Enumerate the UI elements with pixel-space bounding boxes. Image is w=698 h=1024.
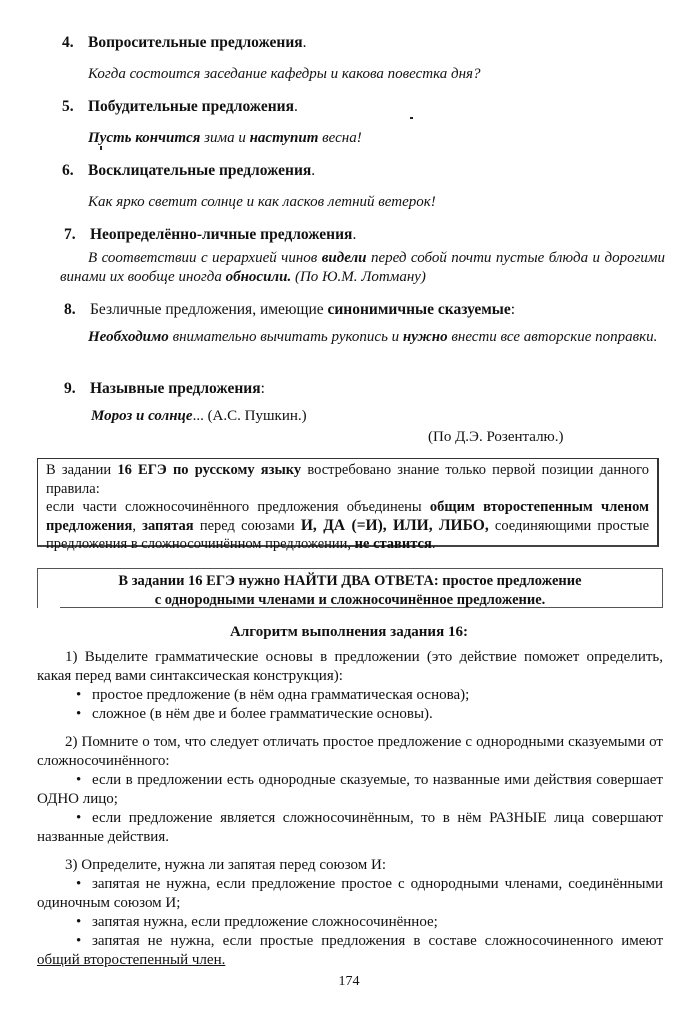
example-text: В соответствии с иерархией чинов: [88, 250, 322, 266]
bold-predicate: видели: [321, 250, 367, 266]
example-text: весна!: [318, 130, 362, 146]
bullet-icon: •: [76, 933, 82, 949]
section-number: 7.: [64, 226, 76, 243]
rule-text: востребовано знание только первой позиции данного правила:: [46, 462, 649, 497]
punct: .: [311, 162, 316, 179]
scan-speck: [100, 146, 102, 150]
step-2-bullet-2: [37, 809, 663, 847]
punct: :: [510, 301, 516, 318]
section-5-example: [88, 129, 362, 148]
rule-text-bold: общим второстепенным членом предложения: [46, 499, 649, 534]
bold-predicate: Необходимо: [88, 329, 169, 345]
step-1-bullet-2: [76, 705, 433, 724]
algorithm-step-1: 1) Выделите грамматические основы в предложении (это действие поможет определить, какая перед вами синтаксическая конструкция):: [37, 649, 663, 684]
section-title: Восклицательные предложения: [88, 162, 312, 179]
bullet-icon: •: [76, 772, 82, 788]
punct: :: [260, 380, 265, 397]
rosenthal-source: (По Д.Э. Розенталю.): [428, 429, 564, 445]
algorithm-step-3: 3) Определите, нужна ли запятая перед союзом И:: [65, 857, 387, 873]
section-6-example: Как ярко светит солнце и как ласков летний ветерок!: [88, 194, 436, 210]
scan-speck: [410, 117, 413, 119]
bold-predicate: нужно: [402, 329, 448, 345]
section-5-heading: [62, 97, 298, 116]
bullet-icon: •: [76, 706, 82, 722]
underlined-text: общий второстепенный член.: [37, 952, 226, 968]
section-number: 6.: [62, 162, 74, 179]
bullet-text: если предложение является сложносочинённым, то в нём РАЗНЫЕ лица совершают названные действия.: [37, 810, 663, 845]
rule-text: соединяющими простые предложения в сложносочинённом предложении,: [46, 517, 650, 552]
punct: .: [302, 34, 307, 51]
section-number: 9.: [64, 380, 76, 397]
rule-text-bold: запятая: [142, 517, 194, 534]
section-title-bold: синонимичные сказуемые: [327, 301, 511, 318]
section-4-example: Когда состоится заседание кафедры и какова повестка дня?: [88, 66, 481, 82]
section-8-heading: [64, 300, 515, 319]
section-title: Неопределённо-личные предложения: [90, 226, 353, 243]
section-number: 5.: [62, 98, 74, 115]
task-box-bottom-border: [60, 607, 663, 608]
algorithm-title: Алгоритм выполнения задания 16:: [230, 624, 468, 640]
section-number: 8.: [64, 301, 76, 318]
section-title: Назывные предложения: [90, 380, 261, 397]
step-1-bullet-1: [76, 686, 469, 705]
rule-text: если части сложносочинённого предложения объединены: [46, 499, 430, 515]
example-text: зима и: [200, 130, 250, 146]
section-number: 4.: [62, 34, 74, 51]
example-text: внимательно вычитать рукопись и: [168, 329, 403, 345]
algorithm-step-2: 2) Помните о том, что следует отличать простое предложение с однородными сказуемыми от сложносочинённого:: [37, 734, 663, 769]
section-7-example: [60, 249, 665, 287]
section-4-heading: [62, 33, 307, 52]
section-6-heading: [62, 161, 315, 180]
bold-predicate: обносили.: [225, 269, 292, 285]
section-title: Вопросительные предложения: [88, 34, 303, 51]
rule-text: перед союзами: [193, 517, 301, 534]
rule-text: В задании: [46, 462, 118, 478]
bold-example: Мороз и солнце: [91, 408, 193, 424]
section-9-heading: [64, 379, 265, 398]
bold-predicate: Пусть кончится: [88, 130, 201, 146]
source-citation: (По Ю.М. Лотману): [291, 269, 426, 285]
example-text: внести все авторские поправки.: [447, 329, 658, 345]
bold-predicate: наступит: [249, 130, 319, 146]
task-box: [37, 568, 663, 608]
punct: .: [293, 98, 298, 115]
section-9-example: [91, 407, 307, 426]
source-citation: ... (А.С. Пушкин.): [192, 408, 307, 424]
task-line-2: с однородными членами и сложносочинённое предложение.: [154, 591, 546, 608]
bullet-text: запятая не нужна, если предложение простое с однородными членами, соединёнными одиночным союзом И;: [37, 876, 663, 911]
step-3-bullet-1: [37, 875, 663, 913]
bullet-text: запятая нужна, если предложение сложносочинённое;: [92, 914, 438, 930]
rule-text-bold: не ставится: [354, 536, 432, 552]
bullet-icon: •: [76, 687, 82, 703]
bullet-icon: •: [76, 810, 82, 826]
punct: .: [352, 226, 357, 243]
task-line-1: В задании 16 ЕГЭ нужно НАЙТИ ДВА ОТВЕТА: простое предложение: [118, 573, 582, 589]
rule-text: ,: [132, 517, 143, 534]
step-3-bullet-3: [37, 932, 663, 970]
section-title: Безличные предложения, имеющие: [90, 301, 328, 318]
rule-box: [37, 458, 659, 552]
step-2-bullet-1: [37, 771, 663, 809]
section-8-example: [60, 328, 665, 347]
section-title: Побудительные предложения: [88, 98, 294, 115]
rule-text: .: [431, 536, 436, 552]
example-text: перед собой почти пустые блюда и дорогими винами их вообще иногда: [60, 250, 665, 285]
rule-text-bold: 16 ЕГЭ по русскому языку: [117, 462, 302, 478]
section-7-heading: [64, 225, 356, 244]
step-3-bullet-2: [76, 913, 438, 932]
bullet-icon: •: [76, 876, 82, 892]
bullet-text: если в предложении есть однородные сказуемые, то названные ими действия совершает ОДНО лицо;: [37, 772, 663, 807]
bullet-text: сложное (в нём две и более грамматические основы).: [92, 706, 433, 722]
page-number: 174: [338, 974, 360, 989]
bullet-icon: •: [76, 914, 82, 930]
rule-text-bold: И, ДА (=И), ИЛИ, ЛИБО,: [300, 516, 489, 534]
bullet-text: запятая не нужна, если простые предложения в составе сложносочиненного имеют: [92, 933, 663, 949]
bullet-text: простое предложение (в нём одна грамматическая основа);: [92, 687, 470, 703]
